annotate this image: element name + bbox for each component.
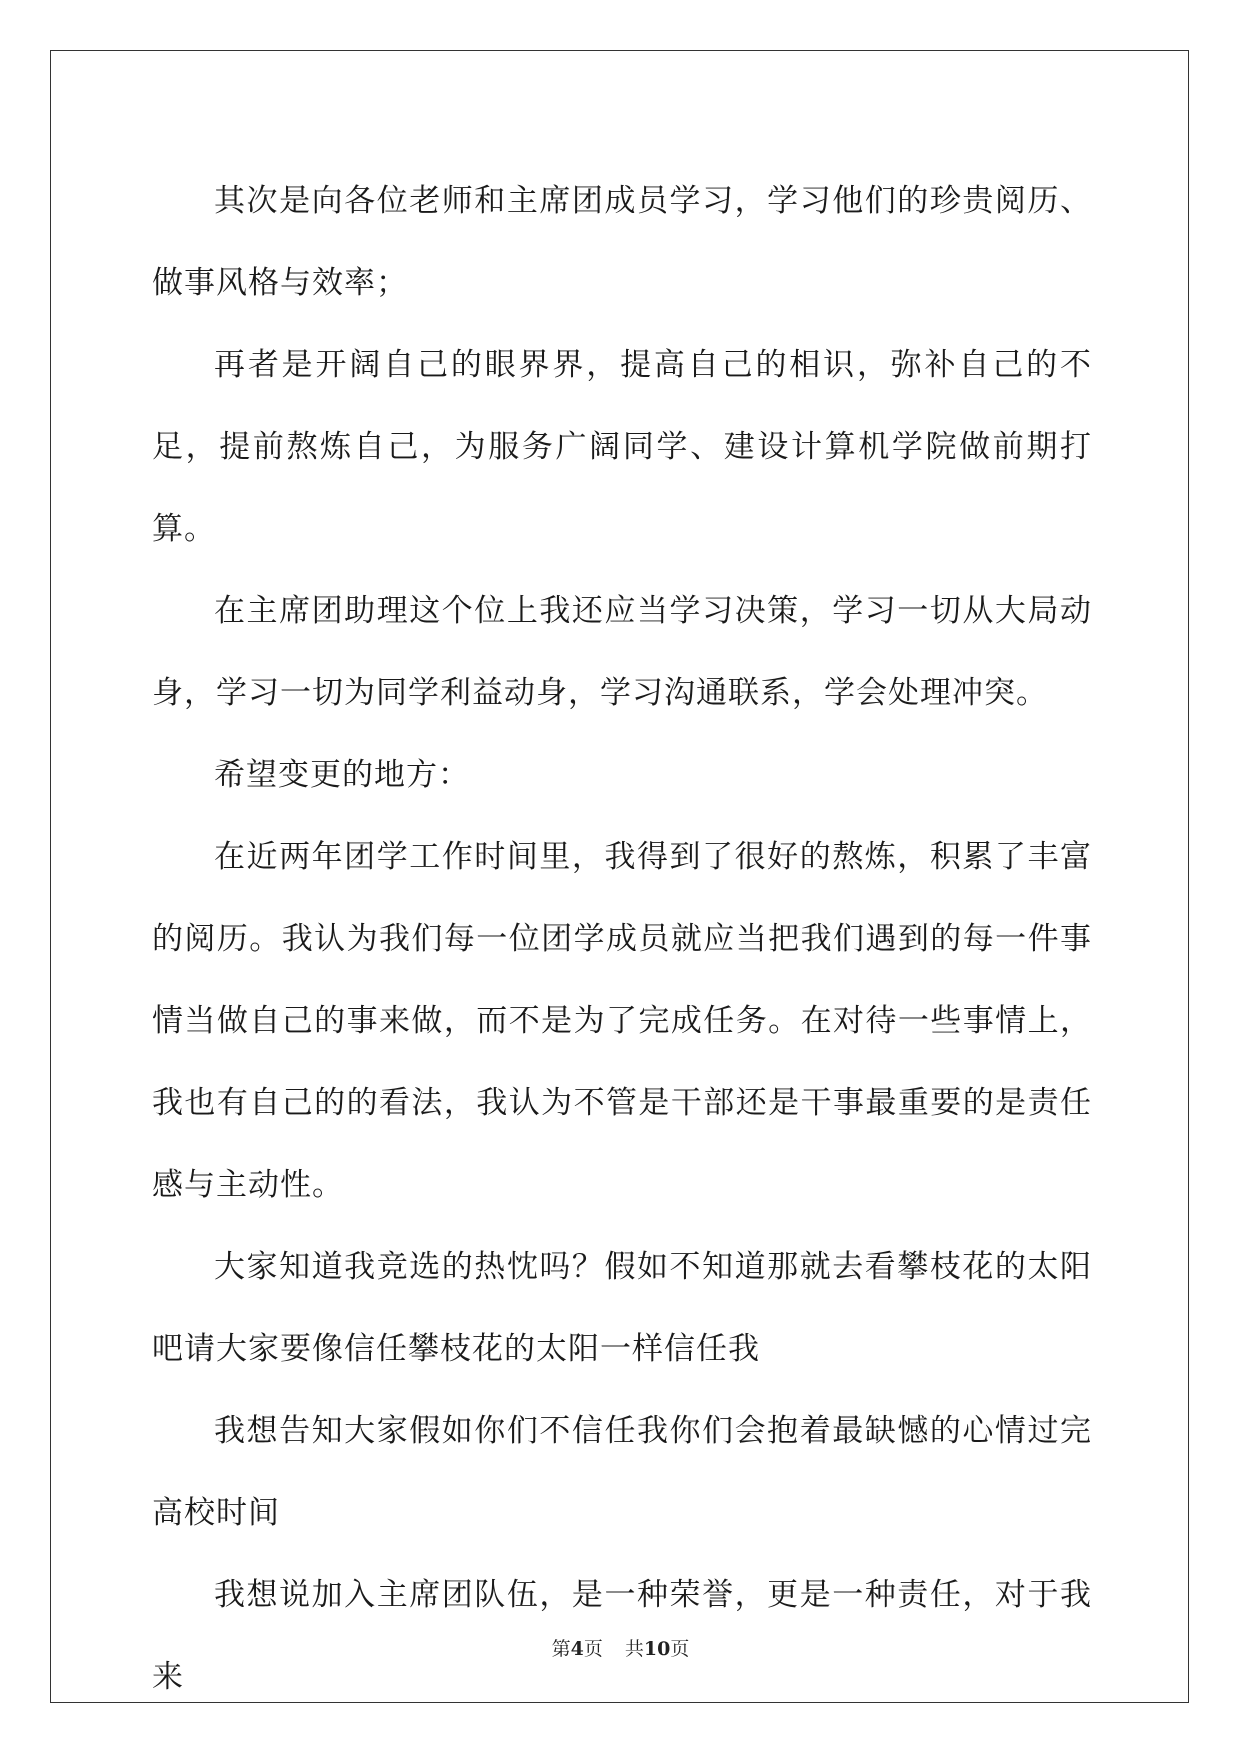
paragraph-8: 我想说加入主席团队伍，是一种荣誉，更是一种责任，对于我来 bbox=[152, 1577, 1092, 1695]
page-suffix: 页 bbox=[583, 1638, 603, 1660]
paragraph-7: 我想告知大家假如你们不信任我你们会抱着最缺憾的心情过完高校时间 bbox=[152, 1413, 1092, 1531]
page-footer bbox=[0, 1634, 1241, 1661]
paragraph-6: 大家知道我竞选的热忱吗？假如不知道那就去看攀枝花的太阳吧请大家要像信任攀枝花的太阳一样信任我 bbox=[152, 1249, 1092, 1367]
page-current: 4 bbox=[570, 1638, 584, 1660]
page-prefix: 第 bbox=[551, 1638, 571, 1660]
page-total: 10 bbox=[643, 1638, 671, 1660]
paragraph-2: 再者是开阔自己的眼界界，提高自己的相识，弥补自己的不足，提前熬炼自己，为服务广阔同学、建设计算机学院做前期打算。 bbox=[152, 347, 1092, 547]
total-prefix: 共 bbox=[624, 1638, 644, 1660]
total-suffix: 页 bbox=[670, 1638, 690, 1660]
paragraph-1: 其次是向各位老师和主席团成员学习，学习他们的珍贵阅历、做事风格与效率； bbox=[152, 183, 1092, 301]
paragraph-4: 希望变更的地方： bbox=[214, 757, 470, 793]
paragraph-5: 在近两年团学工作时间里，我得到了很好的熬炼，积累了丰富的阅历。我认为我们每一位团学成员就应当把我们遇到的每一件事情当做自己的事来做，而不是为了完成任务。在对待一些事情上，我也有自己的的看法，我认为不管是干部还是干事最重要的是责任感与主动性。 bbox=[152, 839, 1092, 1203]
document-body bbox=[152, 160, 1092, 1718]
paragraph-3: 在主席团助理这个位上我还应当学习决策，学习一切从大局动身，学习一切为同学利益动身，学习沟通联系，学会处理冲突。 bbox=[152, 593, 1092, 711]
